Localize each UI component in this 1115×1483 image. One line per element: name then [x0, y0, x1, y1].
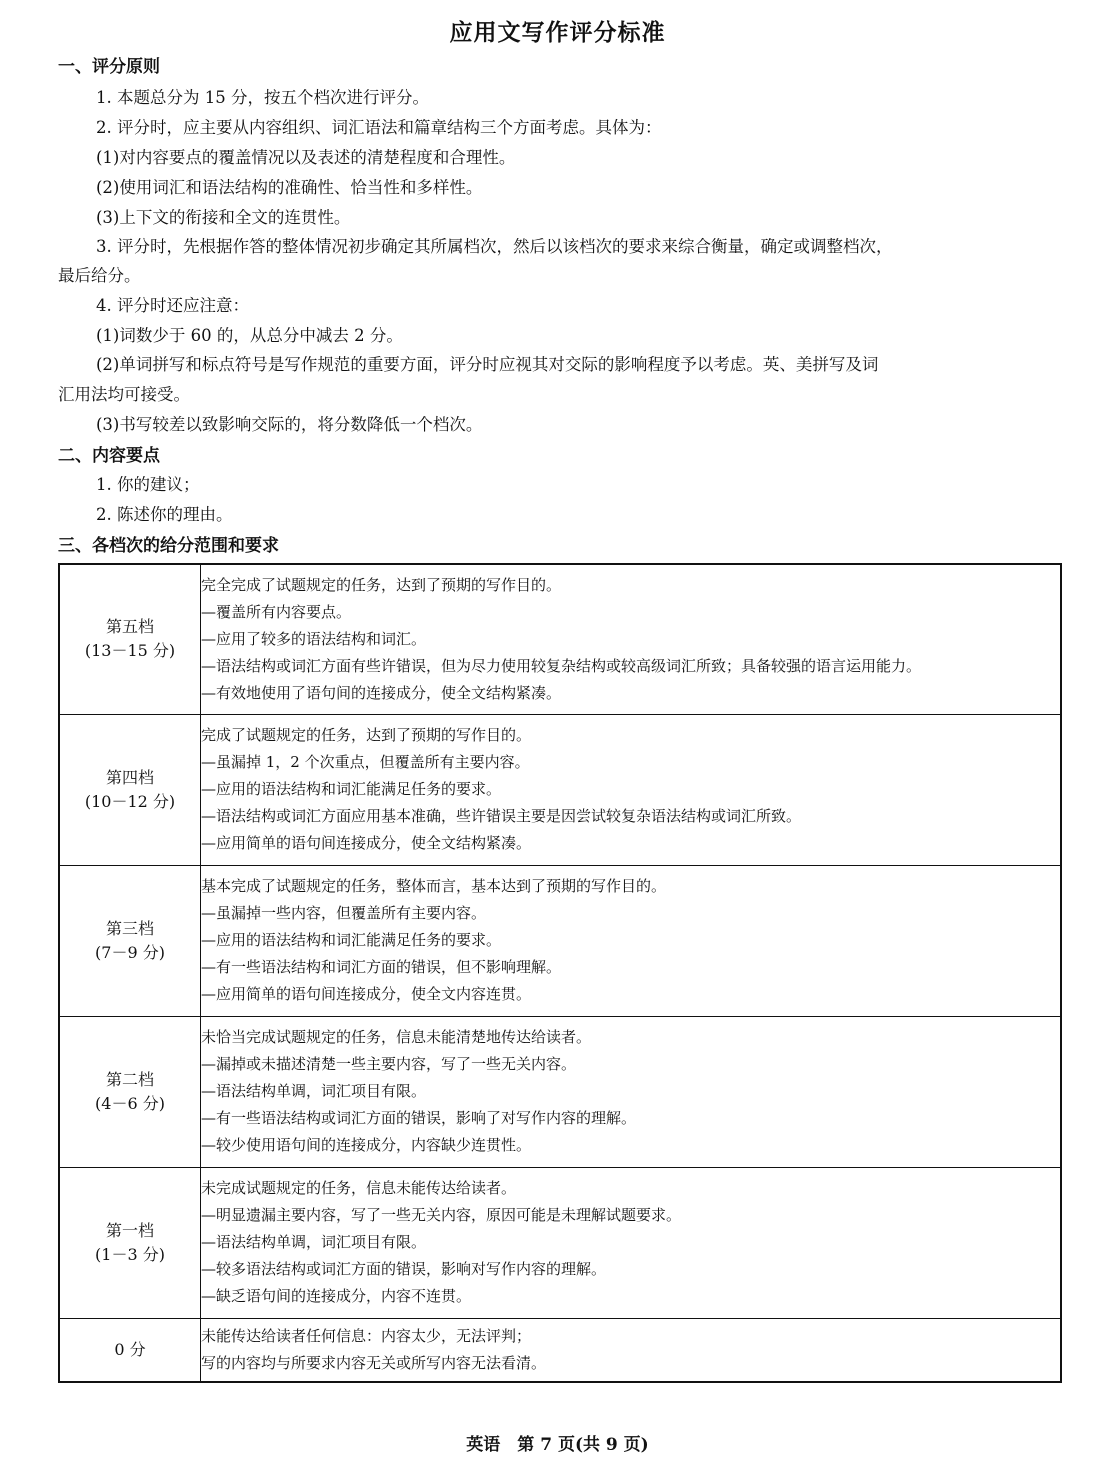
- band-desc-line: —应用的语法结构和词汇能满足任务的要求。: [201, 931, 502, 949]
- band-label-cell: [59, 1318, 201, 1382]
- principle-line: (3)书写较差以致影响交际的，将分数降低一个档次。: [96, 415, 483, 434]
- band-desc-line: —应用了较多的语法结构和词汇。: [201, 629, 427, 648]
- band-description-cell: [201, 1318, 1062, 1382]
- principle-line: (2)使用词汇和语法结构的准确性、恰当性和多样性。: [96, 178, 483, 197]
- band-desc-line: —语法结构或词汇方面应用基本准确，些许错误主要是因尝试较复杂语法结构或词汇所致。: [201, 807, 802, 825]
- band-desc-line: 未恰当完成试题规定的任务，信息未能清楚地传达给读者。: [201, 1028, 592, 1046]
- section-heading-bands: 三、各档次的给分范围和要求: [58, 536, 279, 556]
- band-row: [59, 1016, 1061, 1167]
- page-title: 应用文写作评分标准: [449, 20, 666, 46]
- section-heading-content-points: 二、内容要点: [58, 446, 160, 466]
- band-desc-line: —应用简单的语句间连接成分，使全文内容连贯。: [201, 985, 532, 1003]
- band-desc-line: —语法结构单调，词汇项目有限。: [201, 1082, 427, 1100]
- band-desc-line: 未能传达给读者任何信息：内容太少，无法评判；: [201, 1326, 532, 1345]
- band-range: (1－3 分): [95, 1244, 165, 1264]
- scoring-bands-table: [58, 563, 1062, 1383]
- content-point-line: 1. 你的建议；: [96, 475, 200, 494]
- band-row: [59, 1167, 1061, 1318]
- band-desc-line: —虽漏掉一些内容，但覆盖所有主要内容。: [201, 904, 487, 922]
- band-name: 第四档: [105, 767, 154, 787]
- principle-line: 1. 本题总分为 15 分，按五个档次进行评分。: [96, 88, 429, 107]
- band-desc-line: 完全完成了试题规定的任务，达到了预期的写作目的。: [201, 575, 562, 594]
- band-range: (10－12 分): [84, 791, 176, 811]
- band-range: (13－15 分): [84, 641, 176, 661]
- band-label-cell: [59, 1016, 201, 1167]
- band-desc-line: —明显遗漏主要内容，写了一些无关内容，原因可能是未理解试题要求。: [201, 1206, 682, 1224]
- band-desc-line: —语法结构单调，词汇项目有限。: [201, 1233, 427, 1251]
- band-label-cell: [59, 714, 201, 865]
- band-desc-line: —有一些语法结构和词汇方面的错误，但不影响理解。: [201, 958, 562, 976]
- band-desc-line: —缺乏语句间的连接成分，内容不连贯。: [201, 1287, 472, 1305]
- band-name: 第二档: [105, 1069, 154, 1089]
- band-desc-line: —语法结构或词汇方面有些许错误，但为尽力使用较复杂结构或较高级词汇所致；具备较强的语言运用能力。: [201, 656, 922, 675]
- principle-line: 4. 评分时还应注意：: [96, 296, 249, 315]
- principle-line: 2. 评分时，应主要从内容组织、词汇语法和篇章结构三个方面考虑。具体为：: [96, 118, 662, 137]
- band-desc-line: —虽漏掉 1，2 个次重点，但覆盖所有主要内容。: [201, 753, 530, 771]
- band-name: 第一档: [105, 1220, 154, 1240]
- band-name: 0 分: [114, 1339, 146, 1359]
- band-desc-line: —较少使用语句间的连接成分，内容缺少连贯性。: [201, 1136, 532, 1154]
- band-name: 第五档: [105, 617, 154, 637]
- band-row: [59, 1318, 1061, 1382]
- band-name: 第三档: [105, 918, 154, 938]
- band-range: (4－6 分): [95, 1093, 165, 1113]
- principle-line: (3)上下文的衔接和全文的连贯性。: [96, 208, 351, 227]
- band-desc-line: —有一些语法结构或词汇方面的错误，影响了对写作内容的理解。: [201, 1109, 637, 1127]
- band-desc-line: —覆盖所有内容要点。: [201, 602, 352, 621]
- band-description-cell: [201, 714, 1062, 865]
- content-point-line: 2. 陈述你的理由。: [96, 505, 233, 524]
- band-row: [59, 865, 1061, 1016]
- band-row: [59, 564, 1061, 714]
- band-label-cell: [59, 865, 201, 1016]
- band-desc-line: 未完成试题规定的任务，信息未能传达给读者。: [201, 1179, 517, 1197]
- band-row: [59, 714, 1061, 865]
- band-range: (7－9 分): [95, 942, 165, 962]
- band-description-cell: [201, 1167, 1062, 1318]
- band-desc-line: 写的内容均与所要求内容无关或所写内容无法看清。: [201, 1353, 547, 1372]
- band-label-cell: [59, 564, 201, 714]
- band-desc-line: 基本完成了试题规定的任务，整体而言，基本达到了预期的写作目的。: [201, 877, 667, 895]
- band-description-cell: [201, 865, 1062, 1016]
- principle-line: 最后给分。: [58, 266, 141, 285]
- section-heading-principles: 一、评分原则: [58, 57, 160, 77]
- band-desc-line: —应用简单的语句间连接成分，使全文结构紧凑。: [201, 834, 532, 852]
- band-desc-line: —漏掉或未描述清楚一些主要内容，写了一些无关内容。: [201, 1055, 577, 1073]
- page-footer: 英语 第 7 页(共 9 页): [466, 1435, 649, 1455]
- principle-line: (2)单词拼写和标点符号是写作规范的重要方面，评分时应视其对交际的影响程度予以考虑。英、美拼写及词: [96, 355, 879, 374]
- band-description-cell: [201, 1016, 1062, 1167]
- band-description-cell: [201, 564, 1062, 714]
- principle-line: (1)对内容要点的覆盖情况以及表述的清楚程度和合理性。: [96, 148, 516, 167]
- principle-line: 汇用法均可接受。: [58, 385, 190, 404]
- band-desc-line: 完成了试题规定的任务，达到了预期的写作目的。: [201, 726, 532, 744]
- principle-line: (1)词数少于 60 的，从总分中减去 2 分。: [96, 326, 403, 345]
- band-label-cell: [59, 1167, 201, 1318]
- band-desc-line: —较多语法结构或词汇方面的错误，影响对写作内容的理解。: [201, 1260, 607, 1278]
- band-desc-line: —有效地使用了语句间的连接成分，使全文结构紧凑。: [201, 683, 562, 702]
- principle-line: 3. 评分时，先根据作答的整体情况初步确定其所属档次，然后以该档次的要求来综合衡量，确定或调整档次，: [96, 237, 893, 256]
- band-desc-line: —应用的语法结构和词汇能满足任务的要求。: [201, 780, 502, 798]
